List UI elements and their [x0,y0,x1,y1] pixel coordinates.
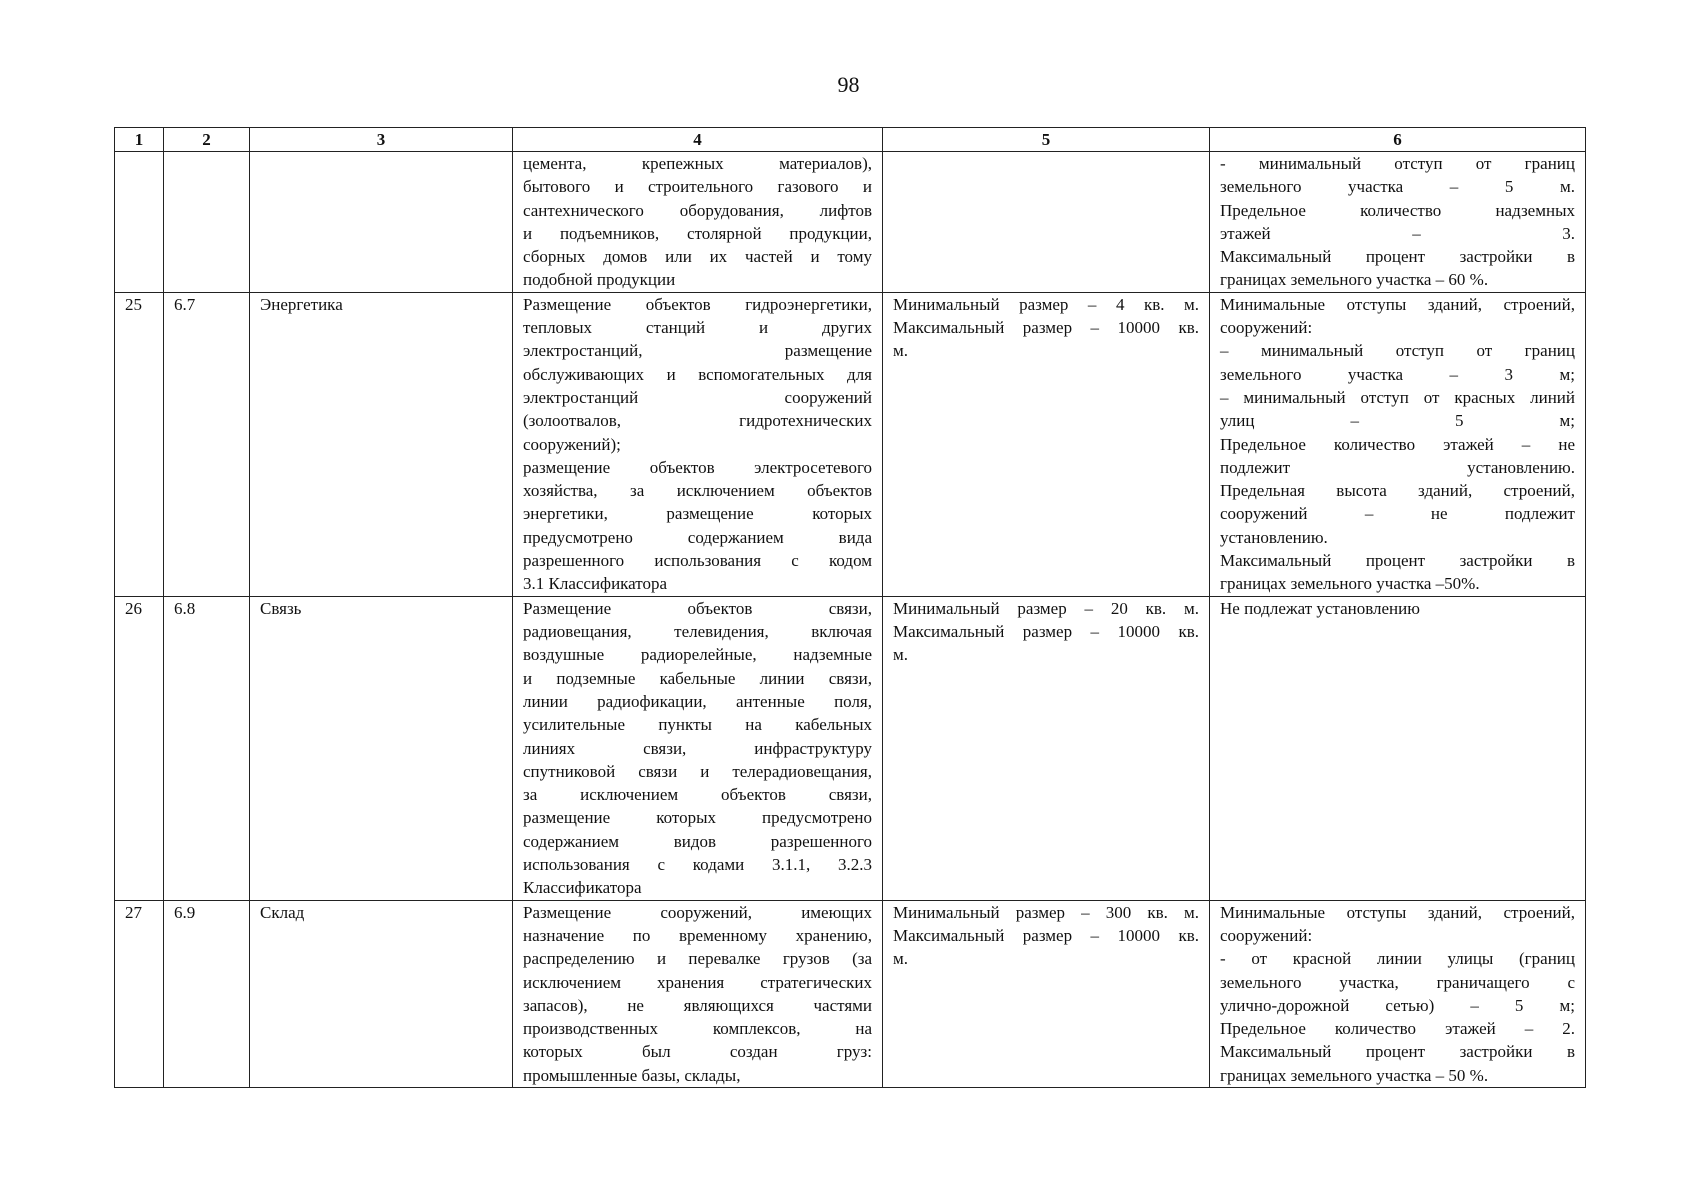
use-name: Энергетика [250,292,513,596]
build-params-line: этажей – 3. [1220,223,1575,243]
table-row [115,292,1586,596]
use-description-line: промышленные базы, склады, [523,1065,741,1085]
build-params-line: Предельная высота зданий, строений, [1220,481,1575,501]
build-params-line: земельного участка, граничащего с [1220,972,1575,992]
header-col-4: 4 [513,128,883,152]
plot-size-line: Минимальный размер – 20 кв. м. [893,598,1199,618]
use-description-line: исключением хранения стратегических [523,972,872,992]
use-description-line: электростанций сооружений [523,387,872,407]
use-description-line: и подземные кабельные линии связи, [523,668,872,688]
use-description-line: тепловых станций и других [523,318,872,338]
build-params-line: – минимальный отступ от границ [1220,341,1575,361]
build-params-line: Предельное количество надземных [1220,200,1575,220]
build-params-line: Максимальный процент застройки в [1220,1042,1575,1062]
build-params-line: - минимальный отступ от границ [1220,154,1575,173]
build-params-line: улиц – 5 м; [1220,411,1575,431]
build-params-line: земельного участка – 3 м; [1220,364,1575,384]
use-description-line: распределению и перевалке грузов (за [523,949,872,969]
use-code [164,152,250,293]
table-row [115,596,1586,900]
use-description-line: обслуживающих и вспомогательных для [523,364,872,384]
build-params-line: границах земельного участка –50%. [1220,574,1480,594]
use-name [250,152,513,293]
plot-size-line: м. [893,645,909,665]
build-params [1210,900,1586,1087]
plot-size-line: м. [893,341,909,361]
use-description-line: за исключением объектов связи, [523,785,872,805]
use-description-line: усилительные пункты на кабельных [523,715,872,735]
build-params-line: границах земельного участка – 50 %. [1220,1065,1489,1085]
use-code: 6.9 [164,900,250,1087]
plot-size-line: Максимальный размер – 10000 кв. [893,622,1199,642]
page-number: 98 [837,72,860,97]
build-params-line: подлежит установлению. [1220,457,1575,477]
build-params-line: Минимальные отступы зданий, строений, [1220,294,1575,314]
build-params-line: Максимальный процент застройки в [1220,247,1575,267]
use-code: 6.7 [164,292,250,596]
use-description-line: (золоотвалов, гидротехнических [523,411,872,431]
build-params-line: сооружений: [1220,925,1313,945]
header-col-1: 1 [115,128,164,152]
use-description [513,152,883,293]
row-number: 26 [115,596,164,900]
use-description [513,596,883,900]
build-params [1210,292,1586,596]
use-description-line: которых был создан груз: [523,1042,872,1062]
row-number [115,152,164,293]
build-params-line: - от красной линии улицы (границ [1220,949,1575,969]
use-description-line: Размещение сооружений, имеющих [523,902,872,922]
plot-size [883,292,1210,596]
use-description-line: предусмотрено содержанием вида [523,527,872,547]
use-description-line: размещение которых предусмотрено [523,808,872,828]
header-col-3: 3 [250,128,513,152]
use-description-line: Классификатора [523,878,642,898]
use-description-line: хозяйства, за исключением объектов [523,481,872,501]
build-params-line: границах земельного участка – 60 %. [1220,270,1489,290]
use-description-line: назначение по временному хранению, [523,925,872,945]
plot-size [883,152,1210,293]
build-params [1210,596,1586,900]
table-body [115,152,1586,1088]
use-description-line: использования с кодами 3.1.1, 3.2.3 [523,855,872,875]
table-row [115,152,1586,293]
use-description-line: и подъемников, столярной продукции, [523,223,872,243]
use-description-line: воздушные радиорелейные, надземные [523,645,872,665]
use-description-line: запасов), не являющихся частями [523,995,872,1015]
use-description-line: разрешенного использования с кодом [523,551,872,571]
plot-size [883,900,1210,1087]
plot-size-line: Минимальный размер – 4 кв. м. [893,294,1199,314]
use-name: Связь [250,596,513,900]
use-description [513,292,883,596]
use-description-line: содержанием видов разрешенного [523,831,872,851]
header-col-2: 2 [164,128,250,152]
land-use-table [114,127,1586,1088]
header-row [115,128,1586,152]
build-params-line: сооружений: [1220,318,1313,338]
use-code: 6.8 [164,596,250,900]
use-description-line: линии радиофикации, антенные поля, [523,691,872,711]
use-description-line: Размещение объектов связи, [523,598,872,618]
use-description-line: 3.1 Классификатора [523,574,668,594]
table-row [115,900,1586,1087]
use-description-line: производственных комплексов, на [523,1019,872,1039]
use-description-line: электростанций, размещение [523,341,872,361]
build-params-line: Предельное количество этажей – не [1220,434,1575,454]
use-description-line: энергетики, размещение которых [523,504,872,524]
build-params-line: Максимальный процент застройки в [1220,551,1575,571]
build-params-line: улично-дорожной сетью) – 5 м; [1220,995,1575,1015]
use-description-line: бытового и строительного газового и [523,177,872,197]
plot-size-line: Максимальный размер – 10000 кв. [893,925,1199,945]
build-params-line: Не подлежат установлению [1220,598,1420,618]
row-number: 27 [115,900,164,1087]
build-params-line: Минимальные отступы зданий, строений, [1220,902,1575,922]
use-description-line: сборных домов или их частей и тому [523,247,872,267]
use-description-line: Размещение объектов гидроэнергетики, [523,294,872,314]
use-description-line: цемента, крепежных материалов), [523,154,872,173]
row-number: 25 [115,292,164,596]
build-params-line: земельного участка – 5 м. [1220,177,1575,197]
use-description-line: сооружений); [523,434,621,454]
use-description-line: сантехнического оборудования, лифтов [523,200,872,220]
build-params-line: сооружений – не подлежит [1220,504,1575,524]
plot-size [883,596,1210,900]
build-params-line: – минимальный отступ от красных линий [1220,387,1575,407]
build-params [1210,152,1586,293]
use-description-line: спутниковой связи и телерадиовещания, [523,761,872,781]
use-description-line: линиях связи, инфраструктуру [523,738,872,758]
plot-size-line: м. [893,949,909,969]
use-description-line: подобной продукции [523,270,676,290]
use-description-line: размещение объектов электросетевого [523,457,872,477]
plot-size-line: Максимальный размер – 10000 кв. [893,318,1199,338]
plot-size-line: Минимальный размер – 300 кв. м. [893,902,1199,922]
build-params-line: Предельное количество этажей – 2. [1220,1019,1575,1039]
use-description [513,900,883,1087]
header-col-5: 5 [883,128,1210,152]
build-params-line: установлению. [1220,527,1328,547]
header-col-6: 6 [1210,128,1586,152]
use-description-line: радиовещания, телевидения, включая [523,622,872,642]
use-name: Склад [250,900,513,1087]
